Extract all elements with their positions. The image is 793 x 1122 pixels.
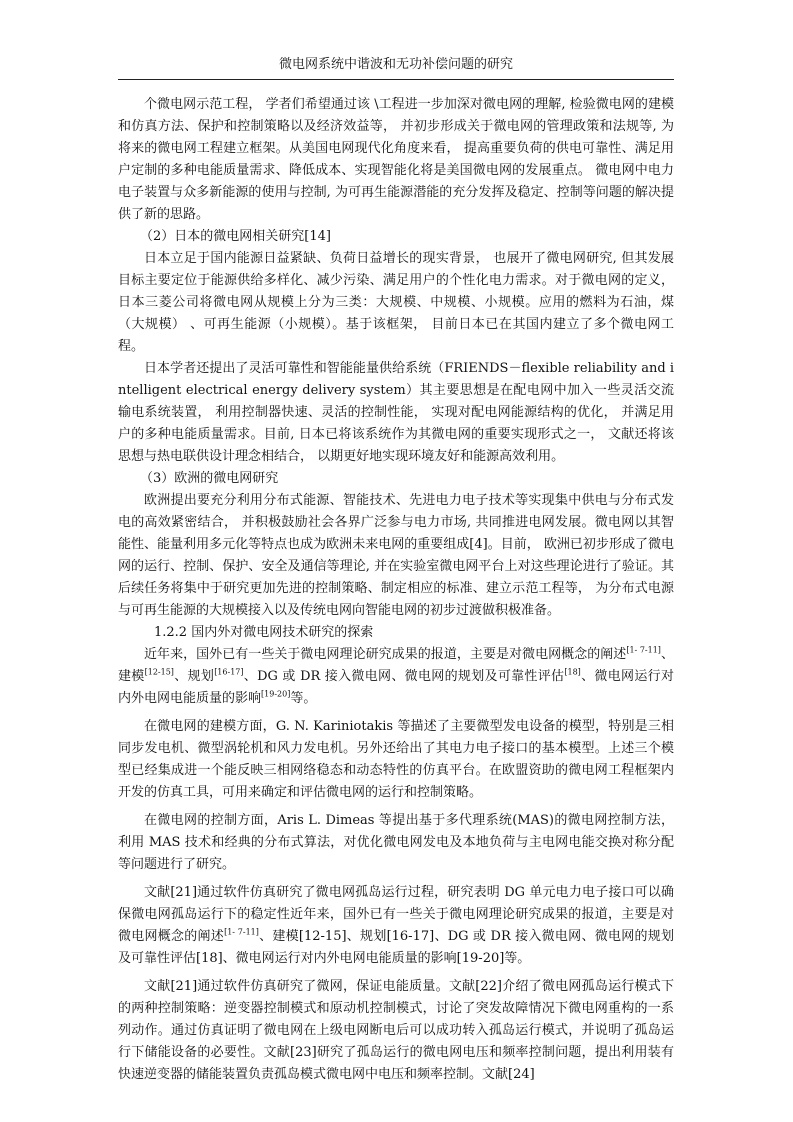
citation: [12-15] [144, 667, 174, 677]
paragraph-europe: 欧洲提出要充分利用分布式能源、智能技术、先进电力电子技术等实现集中供电与分布式发电的高效紧密结合， 并积极鼓励社会各界广泛参与电力市场, 共同推进电网发展。微电网以其智能性、能量利用多元化等特点也成为欧洲未来电网的重要组成[4]。目前， 欧洲已初步形成了微电网的运行、控制、保护、安全及通信等理论, 并在实验室微电网平台上对这些理论进行了验证。其后续任务将集中于研究更加先进的控制策略、制定相应的标准、建立示范工程等， 为分布式电源与可再生能源的大规模接入以及传统电网向智能电网的初步过渡做积极准备。 [118, 493, 674, 618]
document-body [118, 94, 674, 1086]
text-run: 文献[21]通过软件仿真研究了微电网孤岛运行过程，研究表明 DG 单元电力电子接口可以确保微电网孤岛运行下的稳定性近年来，国外已有一些关于微电网理论研究成果的报道，主要是对微电网概念的阐述 [118, 885, 674, 944]
text-run: 、DG 或 DR 接入微电网、微电网的规划及可靠性评估 [243, 669, 565, 684]
subheading-japan: （2）日本的微电网相关研究[14] [140, 229, 331, 244]
text-run: 、微电网运行对内外电网电能质量的影响 [118, 669, 674, 706]
citation: [19-20] [261, 689, 291, 699]
running-header: 微电网系统中谐波和无功补偿问题的研究 [118, 56, 674, 80]
paragraph-modeling: 在微电网的建模方面，G. N. Kariniotakis 等描述了主要微型发电设备的模型，特别是三相同步发电机、微型涡轮机和风力发电机。另外还给出了其电力电子接口的基本模型。上述三个模型已经集成进一个能反映三相网络稳态和动态特性的仿真平台。在欧盟资助的微电网工程框架内开发的仿真工具，可用来确定和评估微电网的运行和控制策略。 [118, 719, 674, 800]
text-run: 等。 [290, 691, 317, 706]
citation: [18] [564, 667, 581, 677]
subheading-europe: （3）欧洲的微电网研究 [140, 471, 279, 486]
section-heading-1-2-2: 1.2.2 国内外对微电网技术研究的探索 [154, 625, 374, 640]
text-run: 、建模 [118, 647, 674, 684]
paragraph-japan-2: 日本学者还提出了灵活可靠性和智能能量供给系统（FRIENDS－flexible reliability and intelligent electrical energy delivery system）其主要思想是在配电网中加入一些灵活交流输电系统装置， 利用控制器快速、灵活的控制性能， 实现对配电网能源结构的优化， 并满足用户的多种电能质量需求。目前, 日本已将该系统作为其微电网的重要实现形式之一， 文献还将该思想与热电联供设计理念相结合， 以期更好地实现环境友好和能源高效利用。 [118, 361, 674, 464]
paragraph-references: 文献[21]通过软件仿真研究了微网，保证电能质量。文献[22]介绍了微电网孤岛运行模式下的两种控制策略：逆变器控制模式和原动机控制模式，讨论了突发故障情况下微电网重构的一系列动作。通过仿真证明了微电网在上级电网断电后可以成功转入孤岛运行模式，并说明了孤岛运行下储能设备的必要性。文献[23]研究了孤岛运行的微电网电压和频率控制问题，提出利用装有快速逆变器的储能装置负责孤岛模式微电网中电压和频率控制。文献[24] [118, 979, 674, 1082]
paragraph-control: 在微电网的控制方面，Aris L. Dimeas 等提出基于多代理系统(MAS)的微电网控制方法，利用 MAS 技术和经典的分布式算法，对优化微电网发电及本地负荷与主电网电能交换对称分配等问题进行了研究。 [118, 813, 674, 872]
citation: [16-17] [214, 667, 244, 677]
paragraph-us-summary: 个微电网示范工程， 学者们希望通过该 \工程进一步加深对微电网的理解, 检验微电网的建模和仿真方法、保护和控制策略以及经济效益等， 并初步形成关于微电网的管理政策和法规等, 为将来的微电网工程建立框架。从美国电网现代化角度来看， 提高重要负荷的供电可靠性、满足用户定制的多种电能质量需求、降低成本、实现智能化将是美国微电网的发展重点。 微电网中电力电子装置与众多新能源的使用与控制, 为可再生能源潜能的充分发挥及稳定、控制等问题的解决提供了新的思路。 [118, 97, 674, 222]
text-run: 近年来，国外已有一些关于微电网理论研究成果的报道，主要是对微电网概念的阐述 [144, 647, 627, 662]
paragraph-islanding [118, 882, 674, 970]
paragraph-overview [118, 644, 674, 710]
citation: [1- 7-11] [224, 927, 259, 937]
text-run: 、建模[12-15]、规划[16-17]、DG 或 DR 接入微电网、微电网的规划及可靠性评估[18]、微电网运行对内外电网电能质量的影响[19-20]等。 [118, 929, 674, 966]
citation: [1- 7-11] [626, 645, 661, 655]
paragraph-japan-1: 日本立足于国内能源日益紧缺、负荷日益增长的现实背景， 也展开了微电网研究, 但其发展目标主要定位于能源供给多样化、减少污染、满足用户的个性化电力需求。对于微电网的定义， 日本三菱公司将微电网从规模上分为三类：大规模、中规模、小规模。应用的燃料为石油，煤（大规模） 、可再生能源（小规模）。基于该框架， 目前日本已在其国内建立了多个微电网工程。 [118, 251, 674, 354]
text-run: 、规划 [173, 669, 215, 684]
